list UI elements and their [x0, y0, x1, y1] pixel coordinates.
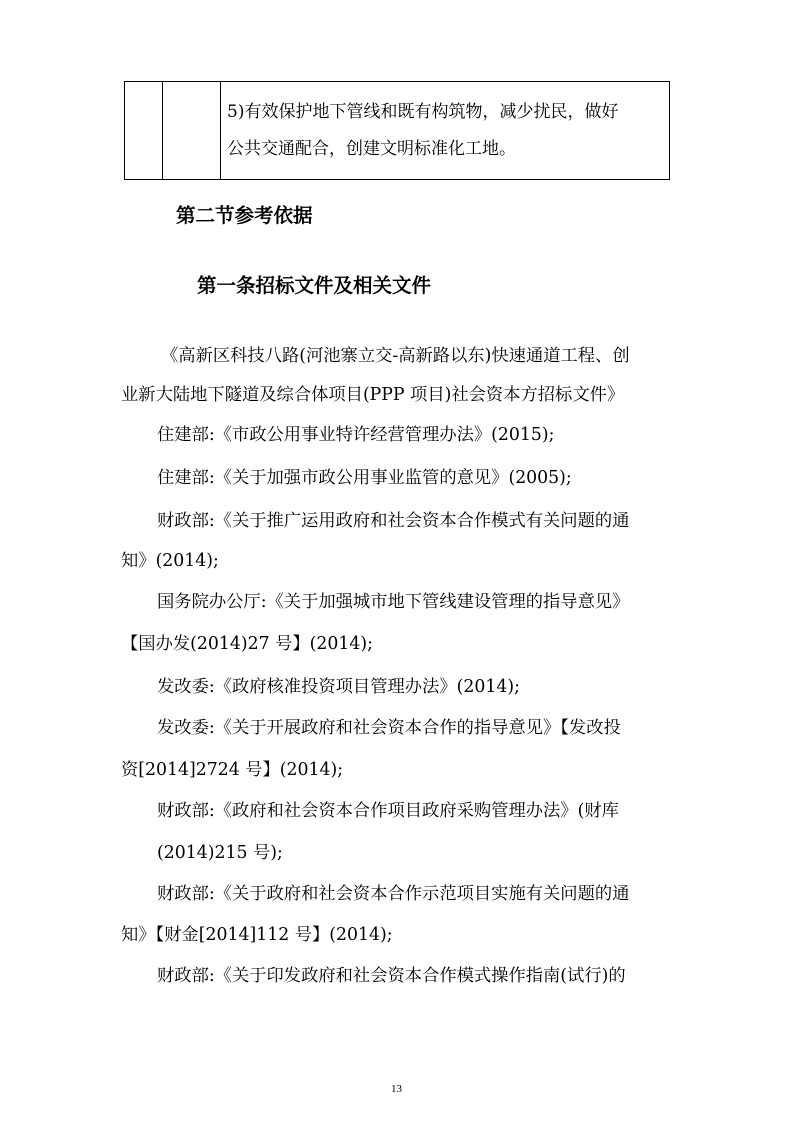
table-text-line-1: 5)有效保护地下管线和既有构筑物，减少扰民，做好	[227, 102, 619, 122]
table-cell-text	[221, 82, 670, 180]
article-heading: 第一条招标文件及相关文件	[197, 274, 432, 297]
body-line: 财政部:《关于政府和社会资本合作示范项目实施有关问题的通	[157, 884, 630, 904]
section-heading: 第二节参考依据	[176, 204, 313, 227]
body-line: (2014)215 号);	[157, 843, 283, 863]
body-line: 发改委:《政府核准投资项目管理办法》(2014);	[157, 677, 520, 697]
page-number: 13	[391, 1083, 402, 1095]
body-line: 知》【财金[2014]112 号】(2014);	[121, 925, 393, 945]
table-cell-empty-2	[163, 82, 221, 180]
body-line: 《高新区科技八路(河池寨立交-高新路以东)快速通道工程、创	[161, 346, 630, 366]
body-line: 业新大陆地下隧道及综合体项目(PPP 项目)社会资本方招标文件》	[121, 385, 625, 405]
table-fragment	[124, 81, 670, 180]
body-line: 财政部:《关于推广运用政府和社会资本合作模式有关问题的通	[157, 511, 630, 531]
table-cell-empty-1	[125, 82, 163, 180]
body-line: 资[2014]2724 号】(2014);	[121, 760, 344, 780]
body-line: 财政部:《政府和社会资本合作项目政府采购管理办法》(财库	[157, 801, 619, 821]
table-text-line-2: 公共交通配合，创建文明标准化工地。	[227, 139, 516, 159]
body-line: 住建部:《关于加强市政公用事业监管的意见》(2005);	[157, 468, 572, 488]
body-line: 发改委:《关于开展政府和社会资本合作的指导意见》【发改投	[157, 718, 621, 738]
body-line: 【国办发(2014)27 号】(2014);	[121, 634, 373, 654]
body-line: 住建部:《市政公用事业特许经营管理办法》(2015);	[157, 425, 555, 445]
body-line: 知》(2014);	[121, 551, 219, 571]
body-line: 财政部:《关于印发政府和社会资本合作模式操作指南(试行)的	[157, 966, 626, 986]
body-line: 国务院办公厅:《关于加强城市地下管线建设管理的指导意见》	[157, 592, 630, 612]
